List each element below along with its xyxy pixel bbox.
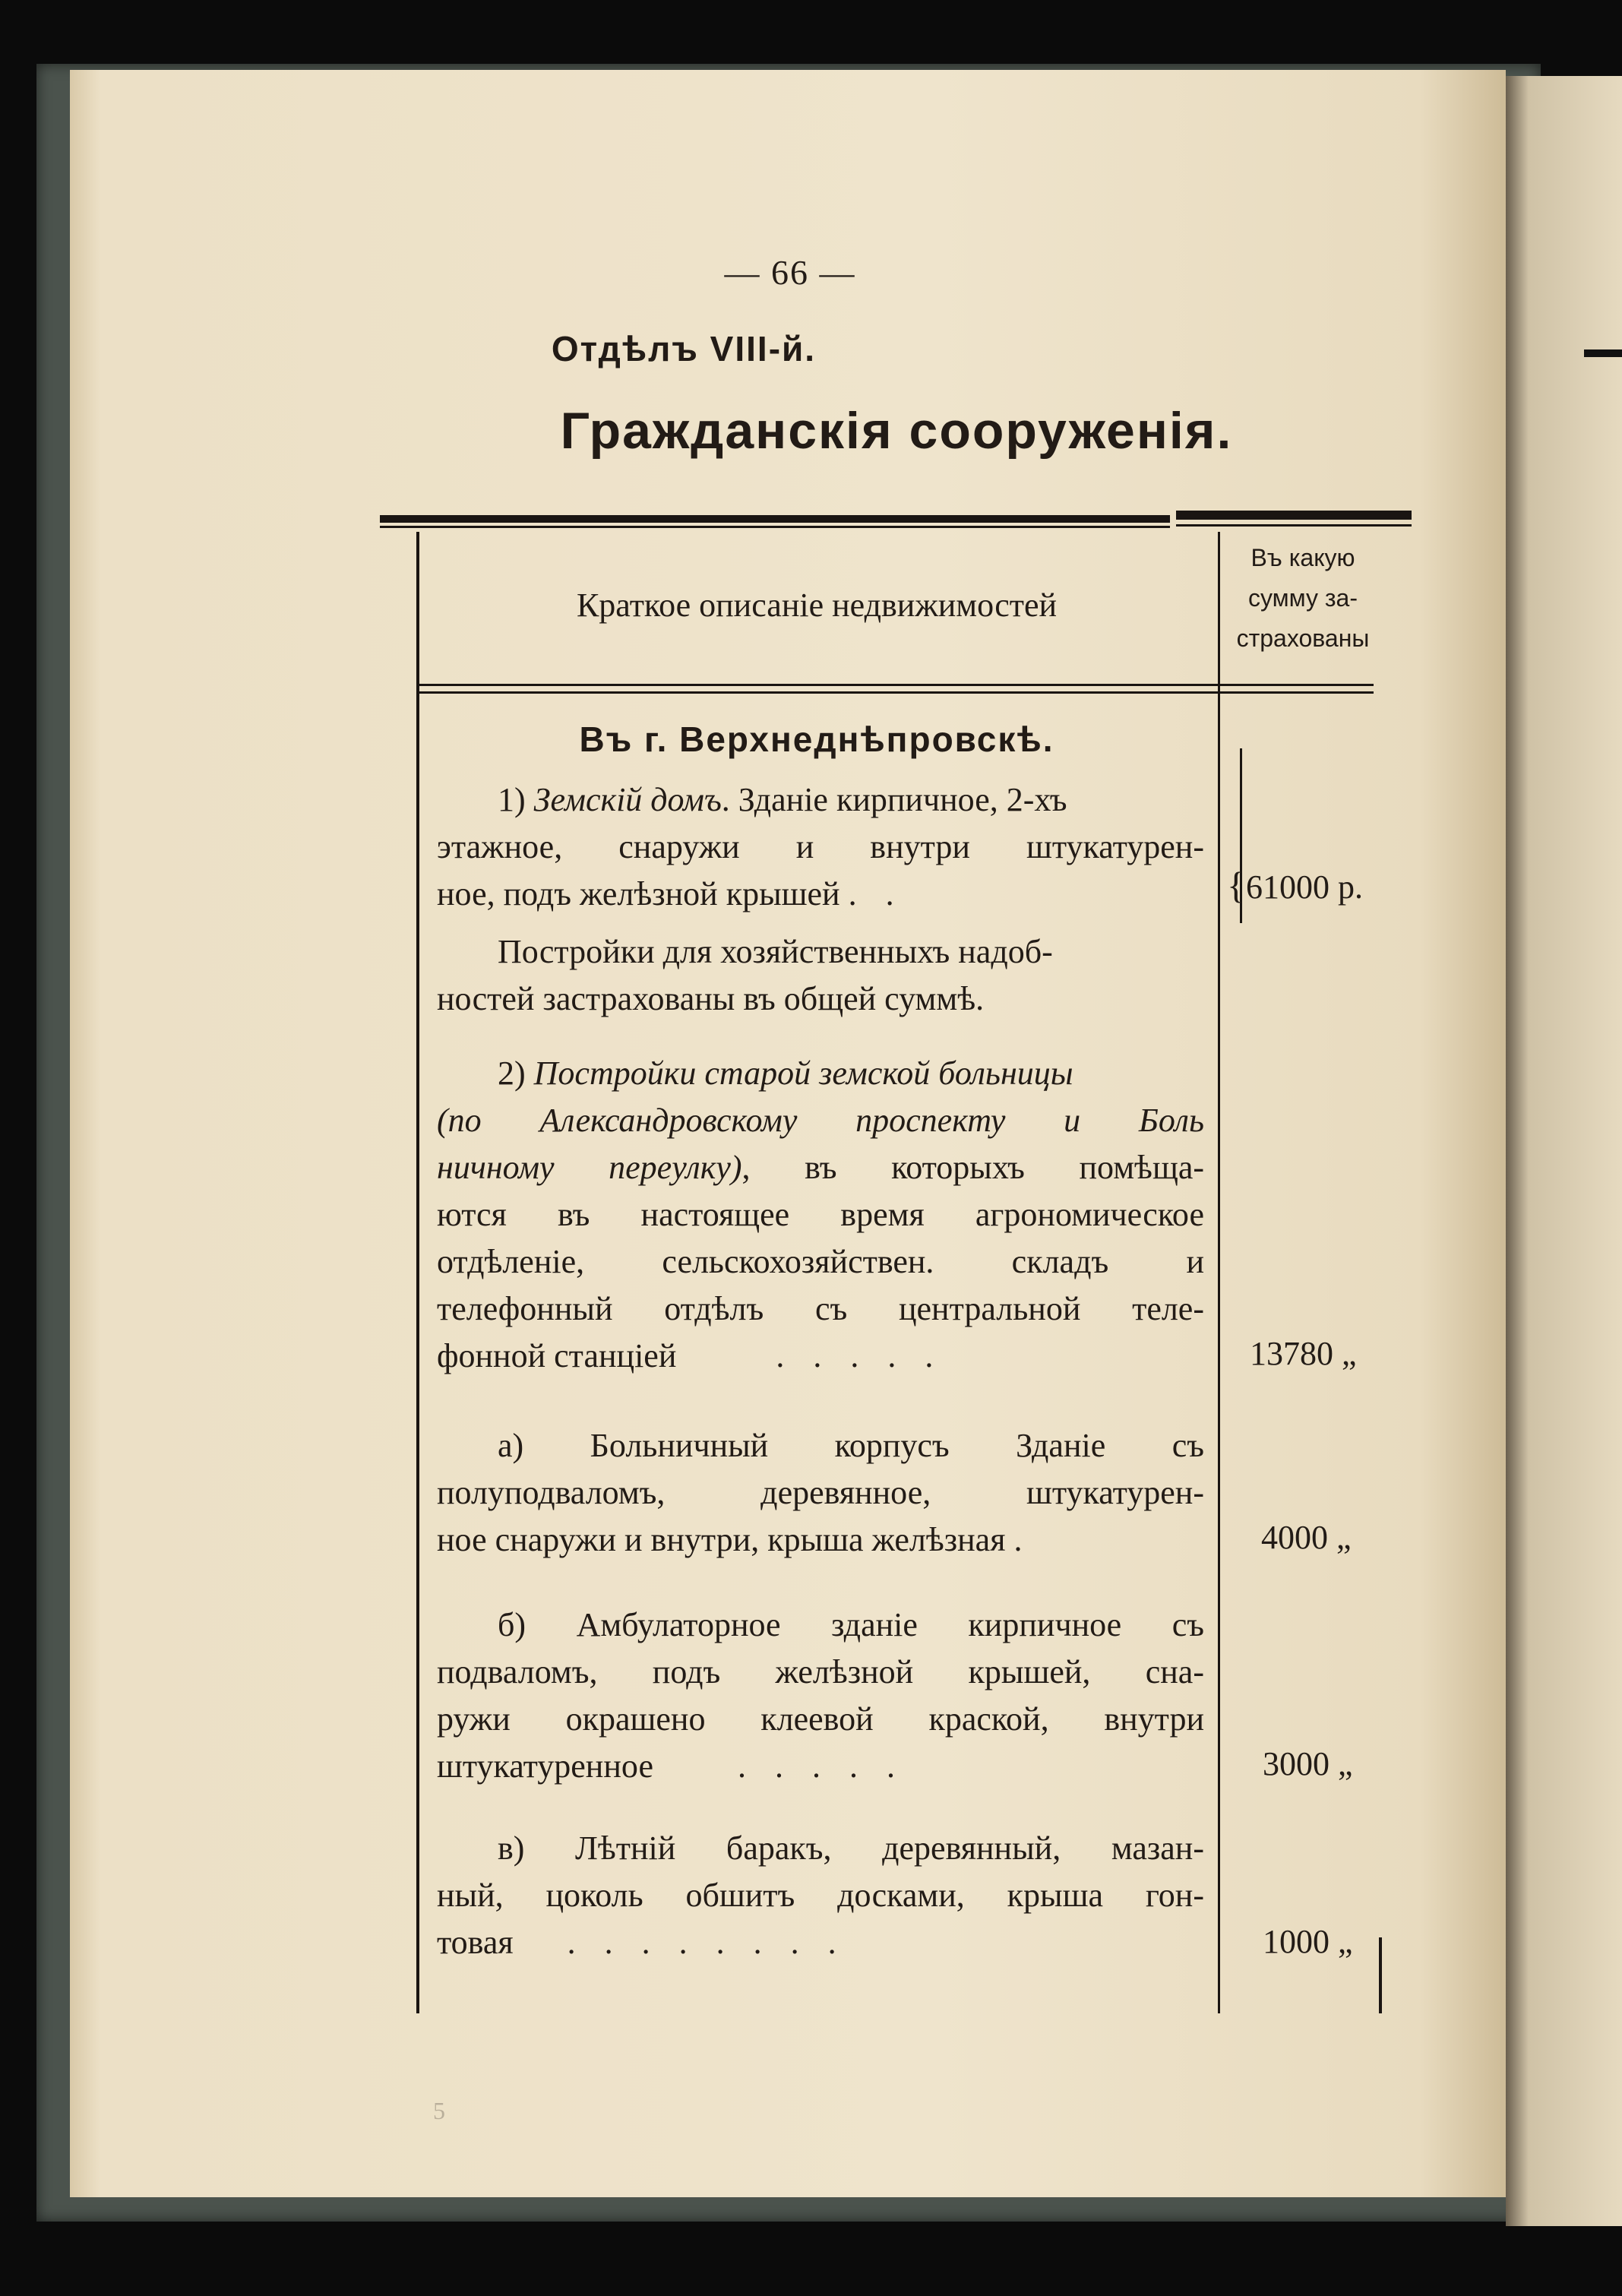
title-rule-left-thick	[380, 515, 1170, 523]
city-heading: Въ г. Верхнеднѣпровскѣ.	[579, 719, 1054, 759]
entry-b-line: б) Амбулаторное зданіе кирпичное съ	[498, 1606, 1204, 1643]
entry-b-line: штукатуренное .....	[437, 1747, 924, 1785]
entry-1-line: Постройки для хозяйственныхъ надоб-	[498, 933, 1053, 970]
page-title: Гражданскія сооруженія.	[560, 402, 1233, 460]
entry-2-line: 2) Постройки старой земской больницы	[498, 1055, 1073, 1092]
title-rule-right-thin	[1176, 524, 1412, 527]
entry-a-amount: 4000 „	[1261, 1519, 1352, 1556]
entry-1-line: этажное, снаружи и внутри штукатурен-	[437, 828, 1204, 865]
entry-c	[437, 1825, 1204, 1966]
title-rule-right-thick	[1176, 511, 1412, 520]
table-column-divider	[1218, 532, 1220, 2013]
entry-1-amount: 61000 р.	[1246, 868, 1363, 906]
entry-a-line: полуподваломъ, деревянное, штукатурен-	[437, 1474, 1204, 1511]
entry-b	[437, 1602, 1204, 1790]
header-description: Краткое описаніе недвижимостей	[576, 587, 1058, 624]
entry-1	[437, 776, 1204, 1023]
header-amount-line: страхованы	[1236, 625, 1370, 652]
facing-page-rule	[1584, 349, 1622, 357]
entry-c-amount: 1000 „	[1263, 1923, 1353, 1960]
entry-2-line: телефонный отдѣлъ съ центральной теле-	[437, 1290, 1204, 1327]
header-amount	[1219, 538, 1386, 659]
entry-2-line: ются въ настоящее время агрономическое	[437, 1196, 1204, 1233]
entry-b-line: ружи окрашено клеевой краской, внутри	[437, 1700, 1204, 1738]
entry-b-amount: 3000 „	[1263, 1745, 1353, 1782]
entry-2-line: фонной станціей .....	[437, 1337, 963, 1374]
entry-c-line: ный, цоколь обшитъ досками, крыша гон-	[437, 1877, 1204, 1914]
title-rule-left-thin	[380, 526, 1170, 528]
entry-1-line: ностей застрахованы въ общей суммѣ.	[437, 980, 985, 1017]
footer-mark: 5	[433, 2097, 445, 2124]
entry-2-amount: 13780 „	[1250, 1335, 1357, 1372]
brace-icon: {	[1227, 864, 1245, 906]
entry-a	[437, 1422, 1204, 1564]
entry-c-line: товая ........	[437, 1924, 865, 1961]
header-rule-top	[416, 684, 1374, 686]
header-rule-bottom	[416, 691, 1374, 694]
entry-a-line: ное снаружи и внутри, крыша желѣзная .	[437, 1521, 1023, 1558]
amount-end-line	[1379, 1937, 1382, 2013]
section-heading: Отдѣлъ VIII-й.	[551, 329, 817, 368]
entry-c-line: в) Лѣтній баракъ, деревянный, мазан-	[498, 1830, 1204, 1867]
header-amount-line: Въ какую	[1250, 544, 1355, 571]
entry-a-line: а) Больничный корпусъ Зданіе съ	[498, 1427, 1204, 1464]
entry-1-line: ное, подъ желѣзной крышей ..	[437, 875, 923, 912]
entry-b-line: подваломъ, подъ желѣзной крышей, сна-	[437, 1653, 1204, 1690]
facing-page-edge	[1506, 76, 1622, 2226]
page-number: — 66 —	[724, 253, 856, 292]
entry-2-line: ничному переулку), въ которыхъ помѣща-	[437, 1149, 1205, 1186]
entry-2-line: отдѣленіе, сельскохозяйствен. складъ и	[437, 1243, 1204, 1280]
entry-1-line: 1) Земскій домъ. Зданіе кирпичное, 2-хъ	[498, 781, 1067, 818]
entry-2	[437, 1050, 1204, 1380]
header-amount-line: сумму за-	[1247, 584, 1358, 612]
entry-2-line: (по Александровскому проспекту и Боль	[437, 1102, 1204, 1139]
entry-1-name: Земскій домъ	[533, 781, 722, 818]
